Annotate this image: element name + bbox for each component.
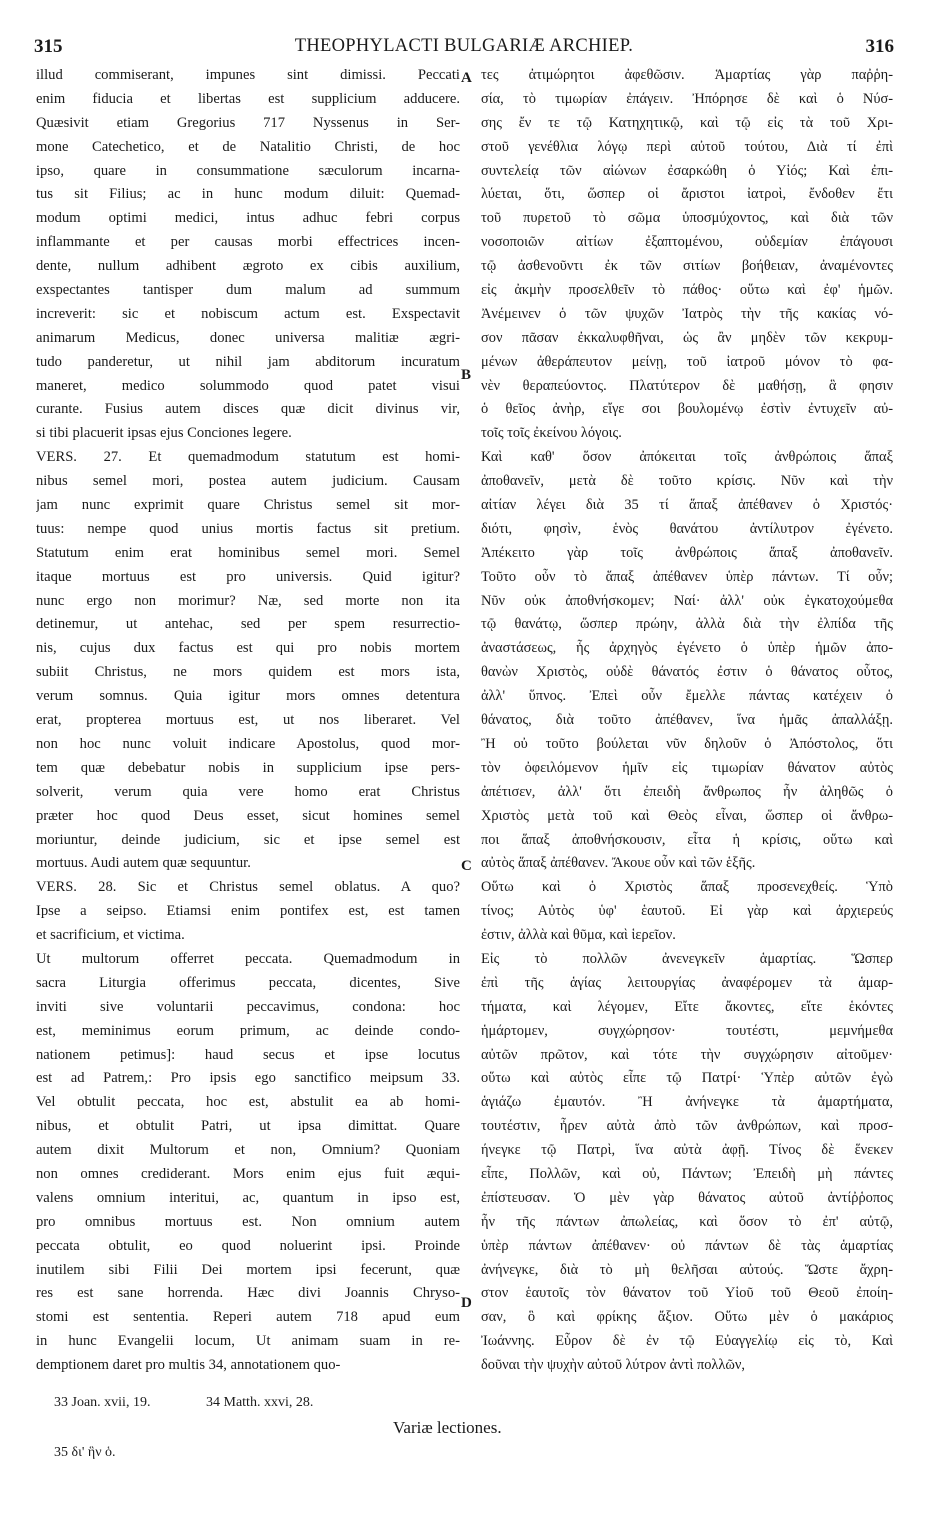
greek-text-line: ἡμάρτομεν, συγχώρησον· τουτέστι, μεμνήμεθα: [481, 1022, 893, 1039]
latin-text-line: tudo panderetur, ut nihil jam abditorum incuratum: [36, 353, 460, 370]
latin-text-line: jam nunc exprimit quare Christus semel sit mor-: [36, 497, 460, 514]
latin-text-line: stomi est sententia. Reperi autem 718 apud eum: [36, 1309, 460, 1326]
greek-text-line: Οὕτω καὶ ὁ Χριστὸς ἅπαξ προσενεχθείς. Ὑπὸ: [481, 879, 893, 896]
latin-text-line: animarum Medicus, donec universa malitiæ ægri-: [36, 329, 460, 346]
latin-text-line: in hunc Evangelii locum, Ut animam suam in re-: [36, 1333, 460, 1350]
latin-text-line: VERS. 28. Sic et Christus semel oblatus. A quo?: [36, 879, 460, 896]
latin-text-line: enim fiducia et libertas est supplicium adducere.: [36, 90, 460, 107]
greek-text-line: ἀλλ' ὕπνος. Ἐπεὶ οὖν ἔμελλε πάντας κατέχειν ὁ: [481, 688, 893, 705]
page-number-right: 316: [865, 36, 894, 57]
greek-text-line: Ἀνέμεινεν ὁ τῶν ψυχῶν Ἰατρὸς τὴν τῆς κακίας νό-: [481, 305, 893, 322]
greek-text-line: Τοῦτο οὖν τὸ ἅπαξ ἀπέθανεν ὑπὲρ πάντων. Τί οὖν;: [481, 568, 893, 585]
latin-text-line: ipso, quare in consummatione sæculorum incarna-: [36, 162, 460, 179]
greek-text-line: τῷ θανάτῳ, ὥσπερ πρώην, ἀλλὰ διὰ τὴν ἐλπίδα τῆς: [481, 616, 893, 633]
greek-text-line: αὐτῶν πρῶτον, καὶ τότε τὴν συγχώρησιν αἰτοῦμεν·: [481, 1046, 893, 1063]
greek-text-line: σον πᾶσαν ἐκκαλυφθῆναι, ὡς ἂν μηδὲν τῶν κεκρυμ-: [481, 329, 893, 346]
latin-text-line: Quæsivit etiam Gregorius 717 Nyssenus in Ser-: [36, 114, 460, 131]
greek-text-line: ήνεγκε τῷ Πατρὶ, ἵνα αὐτὰ ἀφῇ. Τίνος δὲ ἕνεκεν: [481, 1142, 893, 1159]
greek-text-line: ἐστιν, ἀλλὰ καὶ θῦμα, καὶ ἱερεῖον.: [481, 927, 676, 944]
variae-lectiones-heading: Variæ lectiones.: [393, 1418, 502, 1437]
latin-text-line: illud commiserant, impunes sint dimissi. Peccati: [36, 67, 460, 83]
latin-text-line: inutilem sibi Filii Dei mortem ipsi fecerunt, quæ: [36, 1261, 460, 1278]
latin-text-line: Statutum enim erat hominibus semel mori. Semel: [36, 544, 460, 561]
greek-text-line: τὸν ὀφειλόμενον ἡμῖν εἰς τιμωρίαν θάνατον αὐτὸς: [481, 759, 893, 776]
latin-text-line: moriuntur, deinde judicium, sic et ipse semel est: [36, 831, 460, 848]
latin-text-line: pro omnibus mortuus est. Non omnium autem: [36, 1213, 460, 1230]
latin-text-line: itaque mortuus est pro universis. Quid igitur?: [36, 568, 460, 585]
greek-text-line: εἰς ἀκμὴν προσελθεῖν τὸ πάθος· οὕτω καὶ ἐφ' ἡμῶν.: [481, 282, 893, 299]
latin-text-line: solverit, verum quia vere homo erat Christus: [36, 783, 460, 800]
greek-text-line: τες ἀτιμώρητοι ἀφεθῶσιν. Ἁμαρτίας γὰρ παῤῥη-: [481, 67, 893, 83]
latin-text-line: valens omnium interitui, ac, quantum in ipso est,: [36, 1189, 460, 1206]
greek-text-line: αἰτίαν λέγει διὰ 35 τί ἅπαξ ἀπέθανεν ὁ Χριστός·: [481, 497, 893, 514]
greek-text-line: ἦν τῆς πάντων ἀπωλείας, καὶ ὅσον τὸ ἐπ' αὐτῷ,: [481, 1213, 893, 1230]
latin-text-line: tuus: nempe quod unius mortis factus sit pretium.: [36, 520, 460, 537]
latin-text-line: nibus, et obtulit Patri, ut ipsa dimittat. Quare: [36, 1118, 460, 1135]
latin-text-line: inviti sive voluntarii peccavimus, condona: hoc: [36, 998, 460, 1015]
latin-text-line: nibus semel mori, postea autem judicium. Causam: [36, 473, 460, 490]
greek-text-line: Ἢ οὐ τοῦτο βούλεται νῦν δηλοῦν ὁ Ἀπόστολος, ὅτι: [481, 735, 893, 752]
latin-text-line: si tibi placuerit ipsas ejus Conciones legere.: [36, 425, 292, 442]
latin-text-line: peccata obtulit, eo quod noluerint ipsi. Proinde: [36, 1237, 460, 1254]
greek-text-line: Ἀπέκειτο γὰρ τοῖς ἀνθρώποις ἅπαξ ἀποθανεῖν.: [481, 544, 893, 561]
greek-text-line: ἀπέτισεν, ἀλλ' ὅτι ἐπειδὴ ἄνθρωπος ἦν ἀληθῶς ὁ: [481, 783, 893, 800]
page-number-left: 315: [34, 36, 63, 57]
latin-text-line: est ad Patrem,: Pro ipsis ego sanctifico meipsum 33.: [36, 1070, 460, 1087]
latin-text-line: subiit Christus, ne mors quidem est mors ista,: [36, 664, 460, 681]
greek-text-line: σης ἔν τε τῷ Κατηχητικῷ, καὶ τῷ εἰς τὰ τοῦ Χρι-: [481, 114, 893, 131]
latin-text-line: inflammante et per causas morbi effectrices incen-: [36, 234, 460, 251]
margin-marker-b: B: [461, 367, 472, 383]
greek-text-line: δοῦναι τὴν ψυχὴν αὐτοῦ λύτρον ἀντὶ πολλῶν,: [481, 1357, 745, 1374]
latin-text-line: Ipse a seipso. Etiamsi enim pontifex est, est tamen: [36, 903, 460, 920]
greek-text-line: αὐτὸς ἅπαξ ἀπέθανεν. Ἄκουε οὖν καὶ τῶν ἑξῆς.: [481, 855, 756, 872]
margin-marker-a: A: [461, 70, 472, 86]
greek-text-line: ἀναστάσεως, ἧς ἀρχηγὸς ἐγένετο ὁ ὑπὲρ ἡμῶν ἀπο-: [481, 640, 893, 657]
greek-text-line: νοσοποιῶν αἰτίων ἐξαπτομένου, οὐδεμίαν ἐπάγουσι: [481, 234, 893, 251]
greek-text-line: τήματα, καὶ λέγομεν, Εἴτε ἄκοντες, εἴτε ἑκόντες: [481, 998, 893, 1015]
greek-text-line: Καὶ καθ' ὅσον ἀπόκειται τοῖς ἀνθρώποις ἅπαξ: [481, 449, 893, 466]
latin-text-line: tus sit Filius; ac in hunc modum diluit: Quemad-: [36, 186, 460, 203]
greek-text-line: θάνατος, διὰ τοῦτο ἀπέθανεν, ἵνα ἡμᾶς ἀπαλλάξῃ.: [481, 712, 893, 729]
latin-text-line: est, meminimus eorum primum, ac deinde condo-: [36, 1022, 460, 1039]
greek-text-line: Νῦν οὐκ ἀποθνήσκομεν; Ναί· ἀλλ' οὐκ ἐγκατοχούμεθα: [481, 592, 893, 609]
greek-text-line: τοῖς τοῖς ἐκείνου λόγοις.: [481, 425, 622, 442]
greek-text-line: ἐπίστευσαν. Ὁ μὲν γὰρ θάνατος αὐτοῦ ἀντίῤῥοπος: [481, 1189, 893, 1206]
latin-text-line: nunc ergo non morimur? Næ, sed morte non ita: [36, 592, 460, 609]
latin-text-line: tem quæ debebatur nobis in supplicium ipse pers-: [36, 759, 460, 776]
greek-text-line: λύεται, ὅτι, ὥσπερ οἱ ἄριστοι ἰατροὶ, ἔνδοθεν ἔτι: [481, 186, 893, 203]
latin-text-line: erat, propterea mortuus est, ut nos liberaret. Vel: [36, 712, 460, 729]
footnote-34: 34 Matth. xxvi, 28.: [206, 1395, 314, 1410]
latin-text-line: nationem petimus]: haud secus et ipse locutus: [36, 1046, 460, 1063]
latin-text-line: exspectantes tantisper dum malum ad summum: [36, 282, 460, 299]
greek-text-line: συντελείᾳ τῶν αἰώνων ἐσαρκώθη ὁ Υἱός; Καὶ ἐπι-: [481, 162, 893, 179]
greek-text-line: Ἰωάννης. Εὗρον δὲ ἐν τῷ Εὐαγγελίῳ εἰς τὸ, Καὶ: [481, 1333, 893, 1350]
greek-text-line: διότι, φησὶν, ἑνὸς θανάτου ἀντίλυτρον ἐγένετο.: [481, 520, 893, 537]
latin-text-line: autem dixit Multorum et non, Omnium? Quoniam: [36, 1142, 460, 1159]
latin-text-line: demptionem daret pro multis 34, annotationem quo-: [36, 1357, 341, 1374]
greek-text-line: τῷ ἀσθενοῦντι ἐκ τῶν σιτίων βοήθειαν, ἀναμένοντες: [481, 258, 893, 275]
latin-text-line: præter hoc quod Deus esset, sicut homines semel: [36, 807, 460, 824]
latin-text-line: Vel obtulit peccata, hoc est, abstulit ea ab homi-: [36, 1094, 460, 1111]
greek-text-line: ἐπὶ τῆς ἁγίας λειτουργίας ἀναφέρομεν τὰ ἁμαρ-: [481, 974, 893, 991]
latin-text-line: increverit: sic et nobiscum actum est. Exspectavit: [36, 305, 460, 322]
margin-marker-d: D: [461, 1295, 472, 1311]
greek-text-line: τίνος; Αὐτὸς ὑφ' ἑαυτοῦ. Εἰ γὰρ καὶ ἀρχιερεύς: [481, 903, 893, 920]
latin-text-line: mone Catechetico, et de Natalitio Christi, de hoc: [36, 138, 460, 155]
greek-text-line: στον ἑαυτοῖς τὸν θάνατον τοῦ Υἱοῦ τοῦ Θεοῦ ἐποίη-: [481, 1285, 893, 1302]
latin-text-line: verum somnus. Quia igitur mors omnes detentura: [36, 688, 460, 705]
latin-text-line: detinemur, ut antehac, sed per spem resurrectio-: [36, 616, 460, 633]
greek-text-line: ἀποθανεῖν, μετὰ δὲ τοῦτο κρίσις. Νῦν καὶ τὴν: [481, 473, 893, 490]
greek-text-line: τοῦ πυρετοῦ τὸ σῶμα ὑποσμύχοντος, καὶ διὰ τῶν: [481, 210, 893, 227]
greek-text-line: ἁγιάζω ἐμαυτόν. Ἢ ἀνήνεγκε τὰ ἁμαρτήματα,: [481, 1094, 893, 1111]
greek-text-line: στοῦ γενέθλια λόγῳ περὶ αὐτοῦ τούτου, Διὰ τί ἐπὶ: [481, 138, 893, 155]
greek-text-line: ὁ θεῖος ἀνὴρ, εἴγε σοι βουλομένῳ ἐστὶν ἐντυχεῖν αὐ-: [481, 401, 893, 418]
latin-text-line: VERS. 27. Et quemadmodum statutum est homi-: [36, 449, 460, 466]
margin-marker-c: C: [461, 858, 472, 874]
latin-column: [36, 64, 460, 1378]
latin-text-line: et sacrificium, et victima.: [36, 927, 185, 944]
running-title: THEOPHYLACTI BULGARIÆ ARCHIEP.: [294, 36, 634, 56]
latin-text-line: nis, cujus dux factus est qui pro nobis mortem: [36, 640, 460, 657]
latin-text-line: non omnes crediderant. Mors enim ejus fuit æqui-: [36, 1165, 460, 1182]
latin-text-line: maneret, medico solummodo quod patet visui: [36, 377, 460, 394]
latin-text-line: curante. Fusius autem disces quæ dicit divinus vir,: [36, 401, 460, 418]
greek-text-line: ἀνήνεγκε, διὰ τὸ μὴ θελῆσαι αὐτούς. Ὥστε ἄχρη-: [481, 1261, 893, 1278]
footnote-33: 33 Joan. xvii, 19.: [54, 1395, 151, 1410]
greek-text-line: εἶπε, Πολλῶν, καὶ οὐ, Πάντων; Ἐπειδὴ μὴ πάντες: [481, 1165, 893, 1182]
greek-text-line: Χριστὸς μετὰ τοῦ καὶ Θεὸς εἶναι, ὥσπερ οἱ ἄνθρω-: [481, 807, 893, 824]
greek-column: [481, 64, 893, 1378]
greek-text-line: σαν, ὃ καὶ φρίκης ἄξιον. Οὕτω μὲν ὁ μακάριος: [481, 1309, 893, 1326]
greek-text-line: τουτέστιν, ἦρεν αὐτὰ ἀπὸ τῶν ἀνθρώπων, καὶ προσ-: [481, 1118, 893, 1135]
greek-text-line: μένων ἀθεράπευτον μείνῃ, τοῦ ἰατροῦ μόνον τὸ φα-: [481, 353, 893, 370]
greek-text-line: θανὼν Χριστὸς, οὐδὲ θάνατός ἐστιν ὁ θάνατος οὗτος,: [481, 664, 893, 681]
latin-text-line: modum optimi medici, intus adhuc febri corpus: [36, 210, 460, 227]
greek-text-line: Εἰς τὸ πολλῶν ἀνενεγκεῖν ἁμαρτίας. Ὥσπερ: [481, 950, 893, 967]
greek-text-line: οὕτω καὶ αὐτὸς εἶπε τῷ Πατρί· Ὑπὲρ αὐτῶν ἐγὼ: [481, 1070, 893, 1087]
latin-text-line: non hoc nunc voluit indicare Apostolus, quod mor-: [36, 735, 460, 752]
footnote-35: 35 δι' ἣν ὁ.: [54, 1445, 116, 1460]
greek-text-line: ποι ἅπαξ ἀποθνήσκουσιν, εἶτα ἡ κρίσις, οὕτω καὶ: [481, 831, 893, 848]
greek-text-line: σία, τὸ τιμωρίαν ἐπάγειν. Ἠπόρησε δὲ καὶ ὁ Νύσ-: [481, 90, 893, 107]
latin-text-line: mortuus. Audi autem quæ sequuntur.: [36, 855, 251, 872]
latin-text-line: dente, nullum adhibent ægroto ex cibis auxilium,: [36, 258, 460, 275]
latin-text-line: Ut multorum offerret peccata. Quemadmodum in: [36, 950, 460, 967]
latin-text-line: res est sane horrenda. Hæc divi Joannis Chryso-: [36, 1285, 460, 1302]
greek-text-line: ὑπὲρ πάντων ἀπέθανεν· οὐ πάντων δὲ τὰς ἁμαρτίας: [481, 1237, 893, 1254]
greek-text-line: νὲν θεραπεύοντος. Πλατύτερον δὲ μαθήσῃ, ἃ φησιν: [481, 377, 893, 394]
page-header: [34, 36, 894, 62]
latin-text-line: sacra Liturgia offerimus peccata, dicentes, Sive: [36, 974, 460, 991]
